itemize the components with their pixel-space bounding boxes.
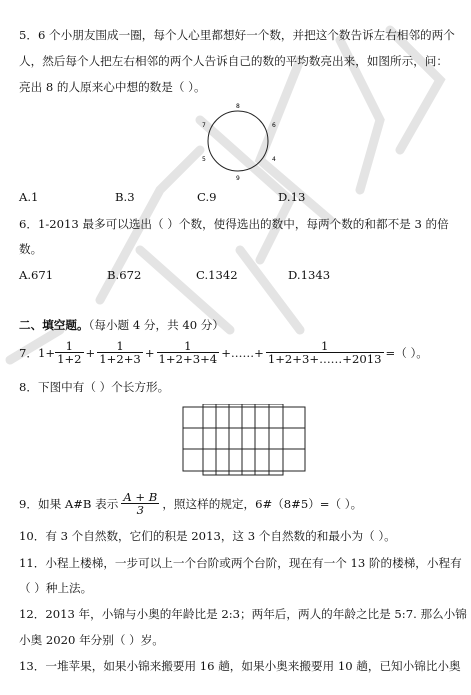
q7-fraction-3	[157, 340, 220, 365]
q9-post: ，照这样的规定，6#（8#5）=（ ）。	[162, 496, 363, 511]
q8-line-1: 8．下图中有（ ）个长方形。	[19, 380, 170, 394]
q7-suffix: =（ ）。	[385, 345, 428, 360]
q9-pre: 9．如果 A#B 表示	[19, 496, 119, 511]
q6-line-2: 数。	[19, 242, 43, 256]
q7-f2-den: 1+2+3	[99, 352, 141, 366]
q7-f3-num: 1	[157, 340, 220, 353]
q7-plus-1: +	[85, 345, 96, 360]
q7-fraction-2	[97, 340, 143, 365]
q9-line-1	[19, 491, 362, 516]
q8-inner-rect	[203, 404, 283, 475]
q5-label-left-bottom: 5	[202, 156, 206, 163]
q7-prefix: 7．1+	[19, 345, 56, 360]
q7-expression	[19, 340, 430, 365]
q7-f2-num: 1	[97, 340, 143, 353]
q10-line-1: 10．有 3 个自然数，它们的积是 2013，这 3 个自然数的和最小为（ ）。	[19, 529, 396, 543]
q5-label-left-top: 7	[202, 122, 206, 129]
q7-f1-den: 1+2	[57, 352, 82, 366]
q5-option-a: A.1	[19, 190, 39, 204]
q6-option-a: A.671	[19, 268, 54, 282]
q13-line-1: 13．一堆苹果，如果小锦来搬要用 16 趟，如果小奥来搬要用 10 趟，已知小锦比小奥	[19, 659, 461, 673]
q5-label-right-bottom: 4	[272, 156, 276, 163]
q6-option-c: C.1342	[196, 268, 238, 282]
q6-option-d: D.1343	[288, 268, 331, 282]
q5-circle-diagram	[200, 100, 278, 180]
q9-frac-den: 3	[136, 503, 145, 517]
q7-fraction-4	[266, 340, 384, 365]
q7-f4-num: 1	[266, 340, 384, 353]
q7-f1-num: 1	[55, 340, 83, 353]
q9-frac-num: A + B	[123, 490, 158, 504]
q11-line-2: （ ）种上法。	[19, 581, 93, 595]
section-2-note: （每小题 4 分，共 40 分）	[88, 318, 224, 332]
q5-option-c: C.9	[197, 190, 217, 204]
q5-line-1: 5．6 个小朋友围成一圈，每个人心里都想好一个数，并把这个数告诉左右相邻的两个	[19, 28, 455, 42]
q5-option-b: B.3	[115, 190, 135, 204]
q7-f3-den: 1+2+3+4	[158, 352, 218, 366]
q12-line-1: 12．2013 年，小锦与小奥的年龄比是 2:3；两年后，两人的年龄之比是 5:7. 那么小锦	[19, 607, 467, 621]
q11-line-1: 11．小程上楼梯，一步可以上一个台阶或两个台阶，现在有一个 13 阶的楼梯，小程有	[19, 556, 462, 570]
q5-circle	[208, 111, 268, 171]
q8-outer-rect	[183, 407, 305, 471]
q5-label-top: 8	[236, 103, 240, 110]
q9-fraction	[121, 491, 159, 516]
q7-fraction-1	[55, 340, 83, 365]
q7-f4-den: 1+2+3+……+2013	[267, 352, 382, 366]
q5-line-2: 人，然后每个人把左右相邻的两个人告诉自己的数的平均数亮出来，如图所示，问：	[19, 54, 448, 68]
q5-line-3: 亮出 8 的人原来心中想的数是（ ）。	[19, 80, 206, 94]
q5-option-d: D.13	[278, 190, 306, 204]
q5-label-bottom: 9	[236, 175, 240, 180]
q12-line-2: 小奥 2020 年分别（ ）岁。	[19, 633, 164, 647]
q7-dots: +……+	[221, 345, 264, 360]
q6-option-b: B.672	[107, 268, 142, 282]
q6-line-1: 6．1-2013 最多可以选出（ ）个数，使得选出的数中，每两个数的和都不是 3 的倍	[19, 217, 449, 231]
q8-rectangle-figure	[182, 404, 307, 476]
section-2-title: 二、填空题。	[19, 318, 89, 332]
q5-label-right-top: 6	[272, 122, 276, 129]
section-2-heading	[19, 317, 224, 333]
q7-plus-2: +	[144, 345, 155, 360]
